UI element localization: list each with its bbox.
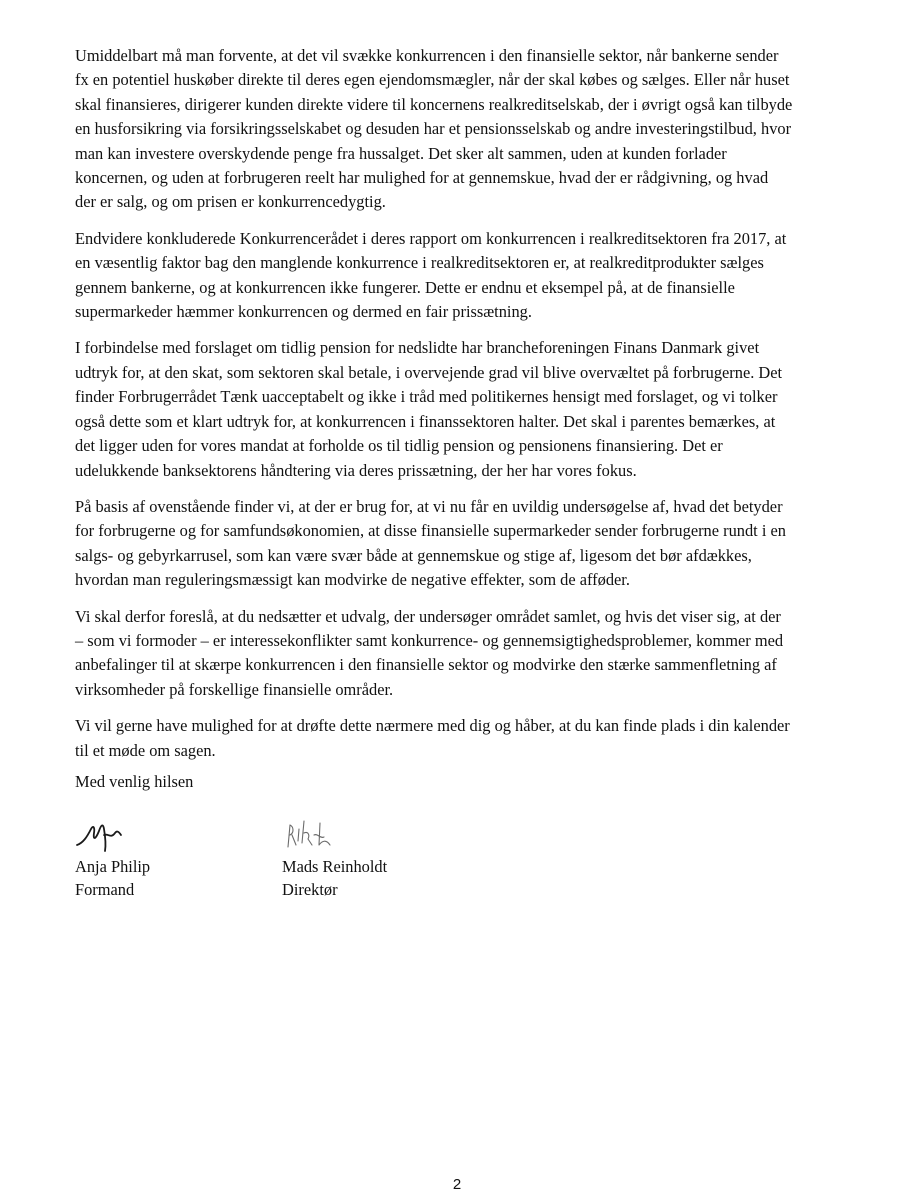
letter-body xyxy=(75,44,855,775)
signatory-title-2: Direktør xyxy=(282,880,338,899)
signature-mads-reinholdt-icon xyxy=(282,815,372,855)
closing-salutation: Med venlig hilsen xyxy=(75,772,194,791)
paragraph-4: På basis af ovenstående finder vi, at der er brug for, at vi nu får en uvildig undersøgelse af, hvad det betyder for forbrugerne og for samfundsøkonomien, at disse finansielle supermarkeder sender forbrugerne rundt i en salgs- og gebyrkarrusel, som kan være svær både at gennemskue og stige af, ligesom det bør afdækkes, hvordan man reguleringsmæssigt kan modvirke de negative effekter, som de afføder. xyxy=(75,496,786,590)
signatory-name-1: Anja Philip xyxy=(75,857,151,876)
paragraph-2: Endvidere konkluderede Konkurrencerådet i deres rapport om konkurrencen i realkreditsektoren fra 2017, at en væsentlig faktor bag den manglende konkurrence i realkreditsektoren er, at realkreditprodukter sælges gennem bankerne, og at konkurrencen ikke fungerer. Dette er endnu et eksempel på, at de finansielle supermarkeder hæmmer konkurrencen og dermed en fair prissætning. xyxy=(75,228,787,322)
signatory-block-2 xyxy=(282,815,387,901)
signatory-block-1 xyxy=(75,815,165,901)
paragraph-3: I forbindelse med forslaget om tidlig pension for nedslidte har brancheforeningen Finans Danmark givet udtryk for, at den skat, som sektoren skal betale, i overvejende grad vil blive overvæltet på forbrugerne. Det finder Forbrugerrådet Tænk uacceptabelt og ikke i tråd med politikernes hensigt med forslaget, og vi tolker også dette som et klart udtryk for, at konkurrencen i finanssektoren halter. Det skal i parentes bemærkes, at det ligger uden for vores mandat at forholde os til tidlig pension og pensionens finansiering. Det er udelukkende banksektorens håndtering via deres prissætning, der her har vores fokus. xyxy=(75,338,783,480)
paragraph-5: Vi skal derfor foreslå, at du nedsætter et udvalg, der undersøger området samlet, og hvis det viser sig, at der – som vi formoder – er interessekonflikter samt konkurrence- og gennemsigtighedsproblemer, kommer med anbefalinger til at skærpe konkurrencen i den finansielle sektor og modvirke den stærke sammenfletning af virksomheder på forskellige finansielle områder. xyxy=(75,606,784,699)
signature-anja-philip-icon xyxy=(75,815,165,855)
paragraph-1: Umiddelbart må man forvente, at det vil svække konkurrencen i den finansielle sektor, når bankerne sender fx en potentiel huskøber direkte til deres egen ejendomsmægler, når der skal købes og sælges. Eller når huset skal finansieres, dirigerer kunden direkte videre til koncernens realkreditselskab, der i øvrigt også kan tilbyde en husforsikring via forsikringsselskabet og desuden har et pensionsselskab og andre investeringstilbud, hvor man kan investere overskydende penge fra hussalget. Det sker alt sammen, uden at kunden forlader koncernen, og uden at forbrugeren reelt har mulighed for at gennemskue, hvad der er rådgivning, og hvad der er salg, og om prisen er konkurrencedygtig. xyxy=(75,46,793,212)
signatory-title-1: Formand xyxy=(75,880,135,899)
page-number: 2 xyxy=(452,1176,462,1193)
signatory-name-2: Mads Reinholdt xyxy=(282,857,388,876)
paragraph-6: Vi vil gerne have mulighed for at drøfte dette nærmere med dig og håber, at du kan finde plads i din kalender til et møde om sagen. xyxy=(75,716,790,760)
